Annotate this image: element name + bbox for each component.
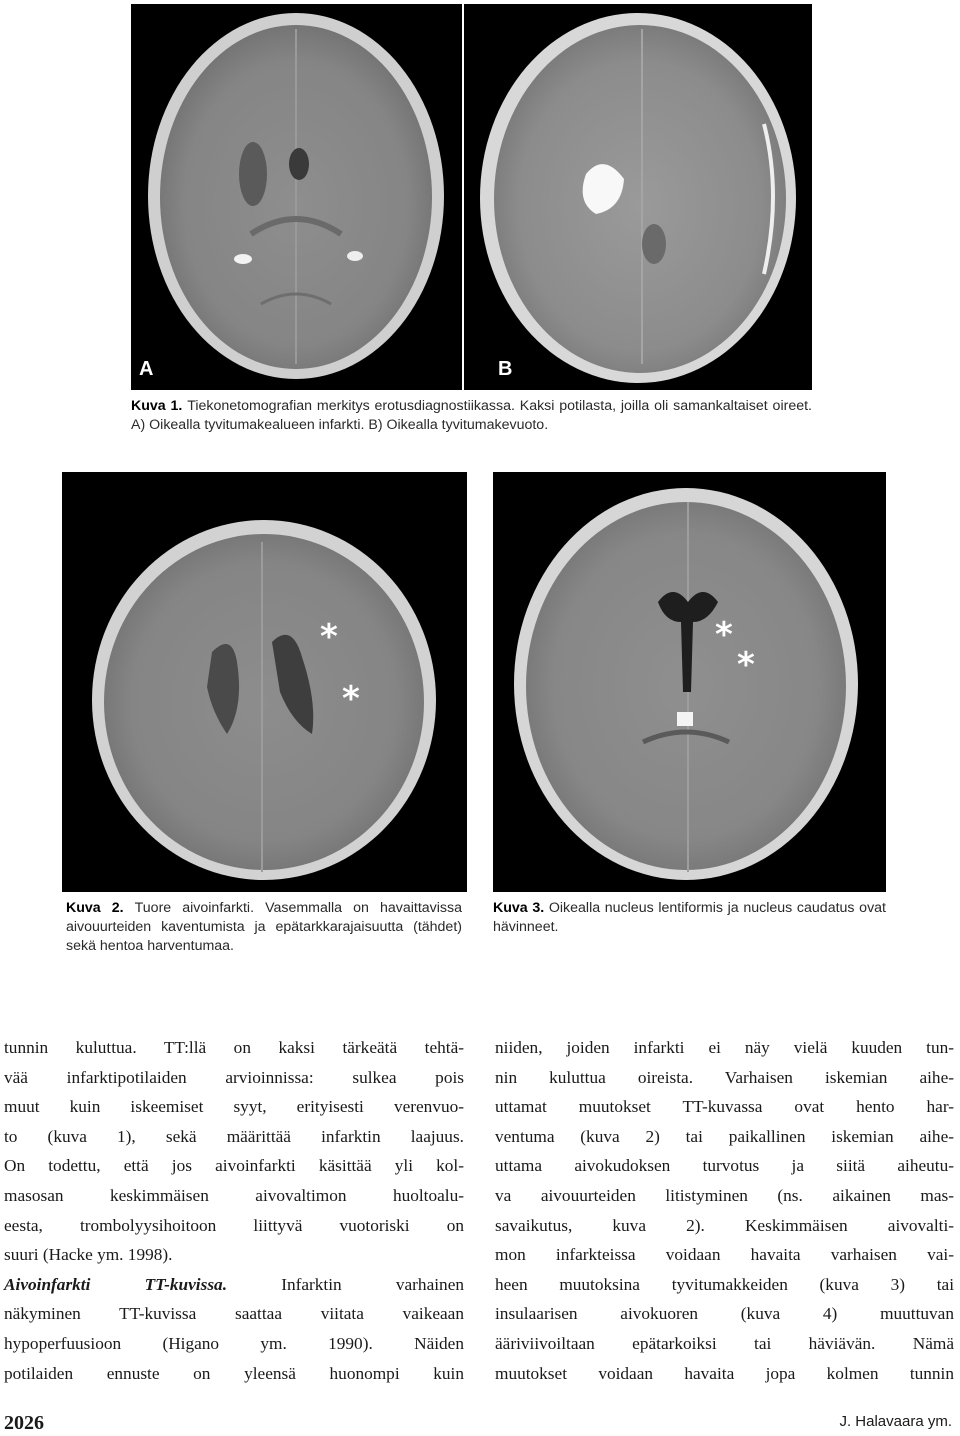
asterisk-marker: *	[715, 615, 733, 655]
author-credit: J. Halavaara ym.	[839, 1413, 952, 1430]
section-heading: Aivoinfarkti TT-kuvissa.	[4, 1274, 228, 1294]
caption-text: Oikealla nucleus lentiformis ja nucleus caudatus ovat hävinneet.	[493, 900, 886, 935]
text-line	[4, 1270, 464, 1300]
text-line: tunnin kuluttua. TT:llä on kaksi tärkeätä tehtä-	[4, 1038, 464, 1057]
asterisk-marker: *	[737, 645, 755, 685]
caption-text: Tiekonetomografian merkitys erotusdiagnostiikassa. Kaksi potilasta, joilla oli samankaltaiset oireet. A) Oikealla tyvitumakealueen infarkti. B) Oikealla tyvitumakevuoto.	[131, 398, 812, 433]
text-line: potilaiden ennuste on yleensä huonompi kuin	[4, 1363, 464, 1383]
text-line: masosan keskimmäisen aivovaltimon huoltoalu-	[4, 1185, 464, 1205]
text-line: niiden, joiden infarkti ei näy vielä kuuden tun-	[495, 1038, 954, 1057]
caption-text: Tuore aivoinfarkti. Vasemmalla on havaittavissa aivouurteiden kaventumista ja epätarkkarajaisuutta (tähdet) sekä hentoa harventumaa.	[66, 900, 462, 954]
text-line: suuri (Hacke ym. 1998).	[4, 1245, 173, 1265]
figure2-image	[62, 472, 467, 892]
text-line: muut kuin iskeemiset syyt, erityisesti verenvuo-	[4, 1097, 464, 1117]
text-line: uttamat muutokset TT-kuvassa ovat hento har-	[495, 1097, 954, 1117]
text-line: hypoperfuusioon (Higano ym. 1990). Näiden	[4, 1333, 464, 1353]
body-left-column	[4, 1033, 464, 1388]
figure3-caption	[493, 899, 886, 937]
text-line: näkyminen TT-kuvissa saattaa viitata vaikeaan	[4, 1304, 464, 1324]
text-line: uttama aivokudoksen turvotus ja siitä aiheutu-	[495, 1156, 954, 1176]
text-line: insulaarisen aivokuoren (kuva 4) muuttuvan	[495, 1304, 954, 1324]
page-number: 2026	[4, 1412, 44, 1434]
text-line: vää infarktipotilaiden arvioinnissa: sulkea pois	[4, 1067, 464, 1087]
text-line: va aivouurteiden litistyminen (ns. aikainen mas-	[495, 1185, 954, 1205]
text-line: mon infarkteissa voidaan havaita varhaisen vai-	[495, 1245, 954, 1265]
figure1-panel-b	[464, 4, 812, 390]
heading-continuation: Infarktin varhainen	[227, 1274, 464, 1294]
text-line: heen muutoksina tyvitumakkeiden (kuva 3) tai	[495, 1274, 954, 1294]
text-line: savaikutus, kuva 2). Keskimmäisen aivovalti-	[495, 1215, 954, 1235]
text-line: On todettu, että jos aivoinfarkti käsittää yli kol-	[4, 1156, 464, 1176]
ct-scan-image	[464, 4, 812, 390]
body-right-column	[495, 1033, 954, 1388]
caption-label: Kuva 3.	[493, 900, 549, 916]
caption-label: Kuva 2.	[66, 900, 135, 916]
text-line: ääriviivoiltaan epätarkoiksi tai häviävän. Nämä	[495, 1333, 954, 1353]
figure1-caption	[131, 397, 812, 435]
ct-scan-image	[493, 472, 886, 892]
text-line: muutokset voidaan havaita jopa kolmen tunnin	[495, 1363, 954, 1383]
panel-label-a: A	[139, 358, 154, 380]
figure1-panel-a	[131, 4, 462, 390]
asterisk-marker: *	[342, 679, 360, 719]
figure2-caption	[66, 899, 462, 956]
caption-label: Kuva 1.	[131, 398, 188, 414]
panel-label-b: B	[498, 358, 513, 380]
ct-scan-image	[62, 472, 467, 892]
figure3-image	[493, 472, 886, 892]
text-line: to (kuva 1), sekä määrittää infarktin laajuus.	[4, 1126, 464, 1146]
ct-scan-image	[131, 4, 462, 390]
text-line: nin kuluttua oireista. Varhaisen iskemian aihe-	[495, 1067, 954, 1087]
text-line: ventuma (kuva 2) tai paikallinen iskemian aihe-	[495, 1126, 954, 1146]
asterisk-marker: *	[320, 617, 338, 657]
text-line: eesta, trombolyysihoitoon liittyvä vuotoriski on	[4, 1215, 464, 1235]
